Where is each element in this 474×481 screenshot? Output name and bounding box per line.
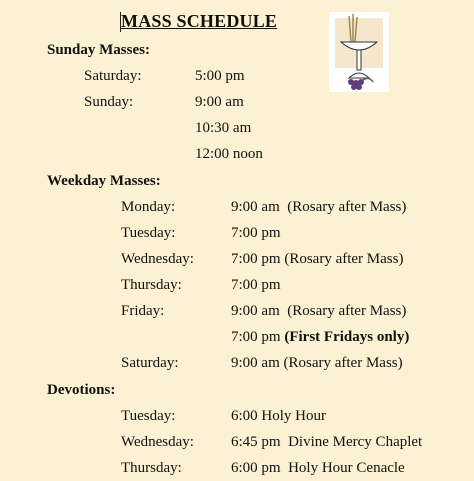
schedule-day: Monday: xyxy=(121,199,176,215)
schedule-time: 10:30 am xyxy=(195,120,252,136)
section-heading-weekday: Weekday Masses: xyxy=(47,173,161,189)
section-heading-devotions: Devotions: xyxy=(47,382,116,398)
schedule-day: Wednesday: xyxy=(121,251,194,267)
schedule-day: Saturday: xyxy=(121,355,179,371)
schedule-time: 7:00 pm xyxy=(231,277,281,293)
schedule-time: 6:00 Holy Hour xyxy=(231,408,326,424)
schedule-day: Tuesday: xyxy=(121,408,176,424)
schedule-time: 7:00 pm xyxy=(231,225,281,241)
page-title: MASS SCHEDULE xyxy=(121,11,278,31)
schedule-time: 6:45 pm Divine Mercy Chaplet xyxy=(231,434,423,450)
schedule-time: 9:00 am xyxy=(195,94,244,110)
schedule-time-first-fridays xyxy=(231,329,409,346)
section-heading-sunday: Sunday Masses: xyxy=(47,42,150,58)
chalice-wheat-grapes-icon xyxy=(329,12,389,92)
schedule-time: 9:00 am (Rosary after Mass) xyxy=(231,303,407,319)
schedule-day: Sunday: xyxy=(84,94,134,110)
schedule-time: 6:00 pm Holy Hour Cenacle xyxy=(231,460,405,476)
schedule-day: Tuesday: xyxy=(121,225,176,241)
schedule-day: Thursday: xyxy=(121,460,182,476)
schedule-day: Friday: xyxy=(121,303,165,319)
schedule-day: Saturday: xyxy=(84,68,142,84)
schedule-time: 5:00 pm xyxy=(195,68,245,84)
schedule-day: Thursday: xyxy=(121,277,182,293)
schedule-day: Wednesday: xyxy=(121,434,194,450)
schedule-time: 12:00 noon xyxy=(195,146,263,162)
schedule-time: 9:00 am (Rosary after Mass) xyxy=(231,355,403,371)
schedule-time: 7:00 pm (Rosary after Mass) xyxy=(231,251,404,267)
schedule-time: 9:00 am (Rosary after Mass) xyxy=(231,199,407,215)
first-fridays-note: (First Fridays only) xyxy=(284,329,410,345)
time-prefix: 7:00 pm xyxy=(231,329,285,345)
